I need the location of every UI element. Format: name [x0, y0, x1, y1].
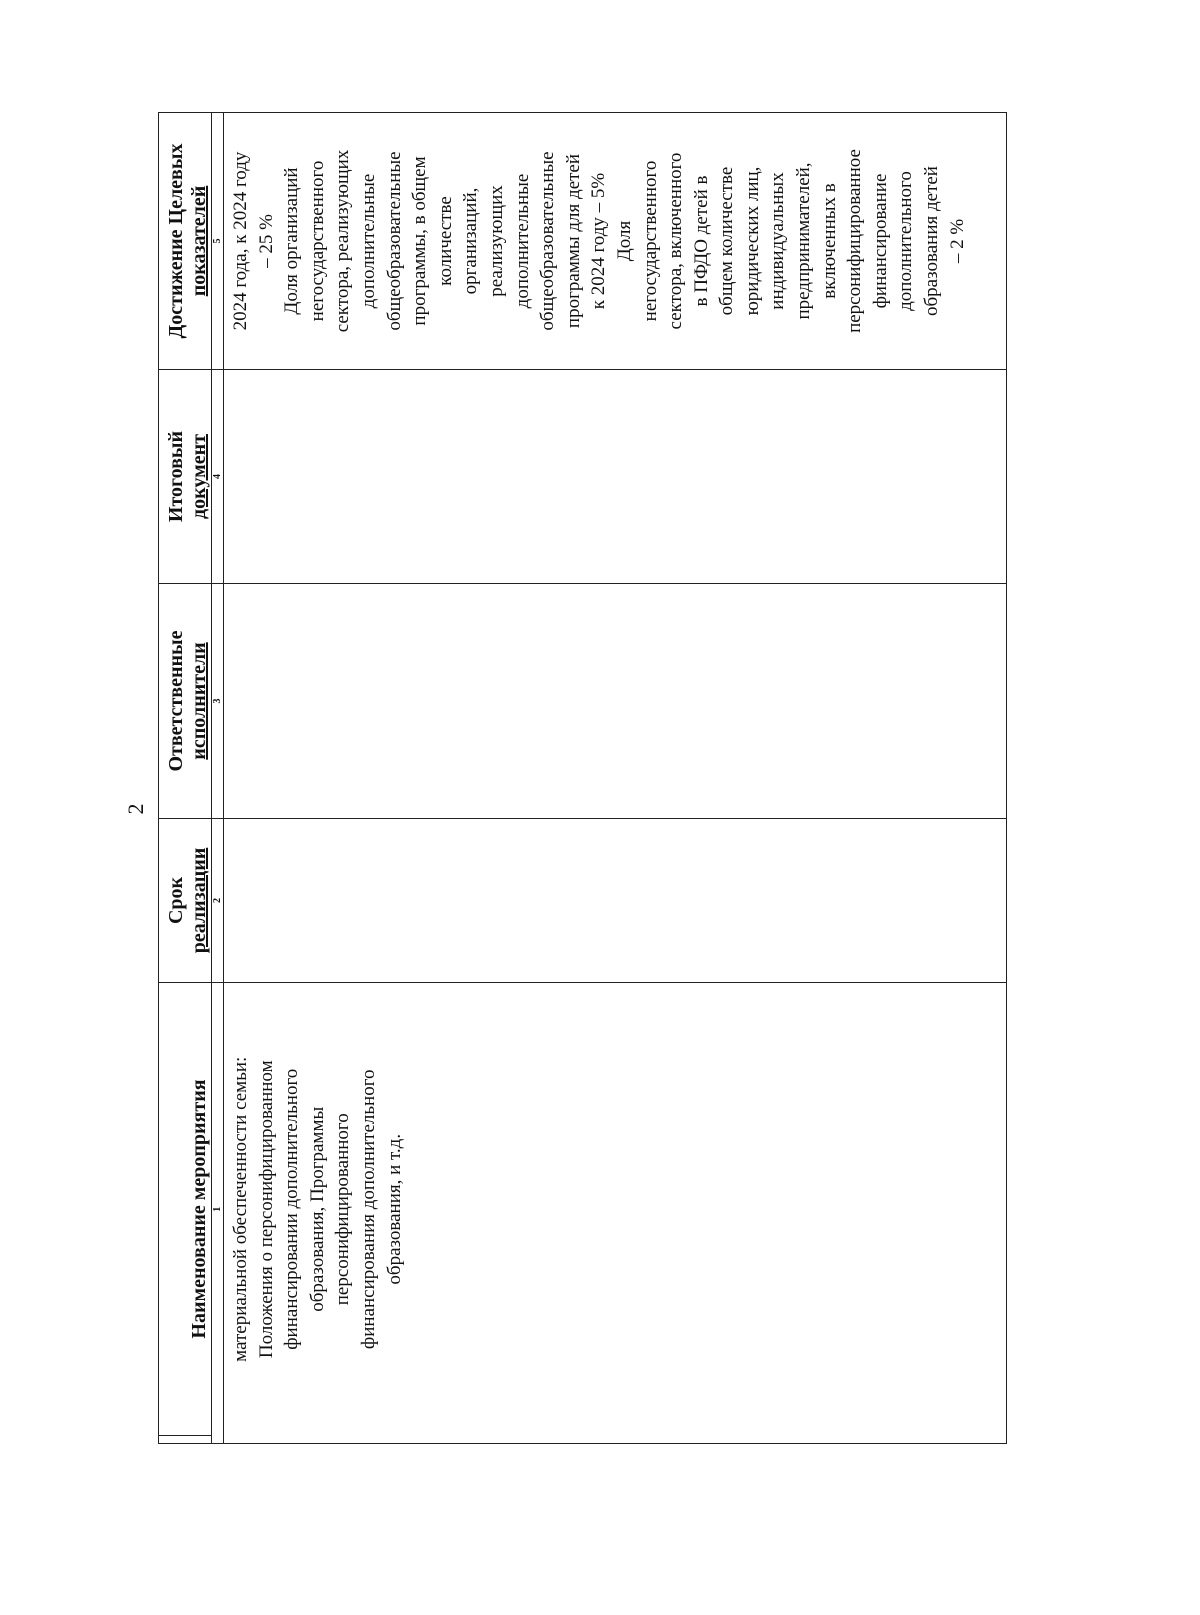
header-gutter — [159, 1436, 212, 1444]
target-indicators-text: 2024 года, к 2024 году – 25 % Доля организаций негосударственного сектора, реализующих дополнительные общеобразовательные программы, в общем количестве организаций, реализующих дополнительные общеобразовательные программы для детей к 2024 году – 5% Доля негосударственного сектора, включенного в ПФДО детей в общем количестве юридических лиц, индивидуальных предпринимателей, включенных в персонифицированное финансирование дополнительного образования детей – 2 % — [230, 149, 968, 333]
rotated-table-container — [158, 113, 1007, 1444]
page-number: 2 — [123, 803, 148, 815]
cell-deadline — [224, 819, 1007, 983]
activities-table — [158, 112, 1007, 1444]
cell-activity-name — [224, 983, 1007, 1436]
column-number-2: 2 — [212, 819, 224, 983]
activity-name-text: материальной обеспеченности семьи: Положения о персонифицированном финансировании дополнительного образования, Программы персонифицированного финансирования дополнительного образования, и т.д. — [230, 1056, 405, 1362]
header-responsible: Ответственные исполнители — [159, 584, 212, 819]
number-gutter — [212, 1436, 224, 1444]
table-row — [224, 113, 1007, 1444]
column-number-4: 4 — [212, 370, 224, 584]
column-number-3: 3 — [212, 584, 224, 819]
cell-target-indicators — [224, 113, 1007, 370]
header-deadline: Срок реализации — [159, 819, 212, 983]
row-gutter — [224, 1436, 1007, 1444]
header-activity-name: Наименование мероприятия — [159, 983, 212, 1436]
column-number-5: 5 — [212, 113, 224, 370]
header-target-indicators: Достижение Целевых показателей — [159, 113, 212, 370]
column-number-row — [212, 113, 224, 1444]
table-header-row — [159, 113, 212, 1444]
column-number-1: 1 — [212, 983, 224, 1436]
cell-final-document — [224, 370, 1007, 584]
header-final-document: Итоговый документ — [159, 370, 212, 584]
cell-responsible — [224, 584, 1007, 819]
